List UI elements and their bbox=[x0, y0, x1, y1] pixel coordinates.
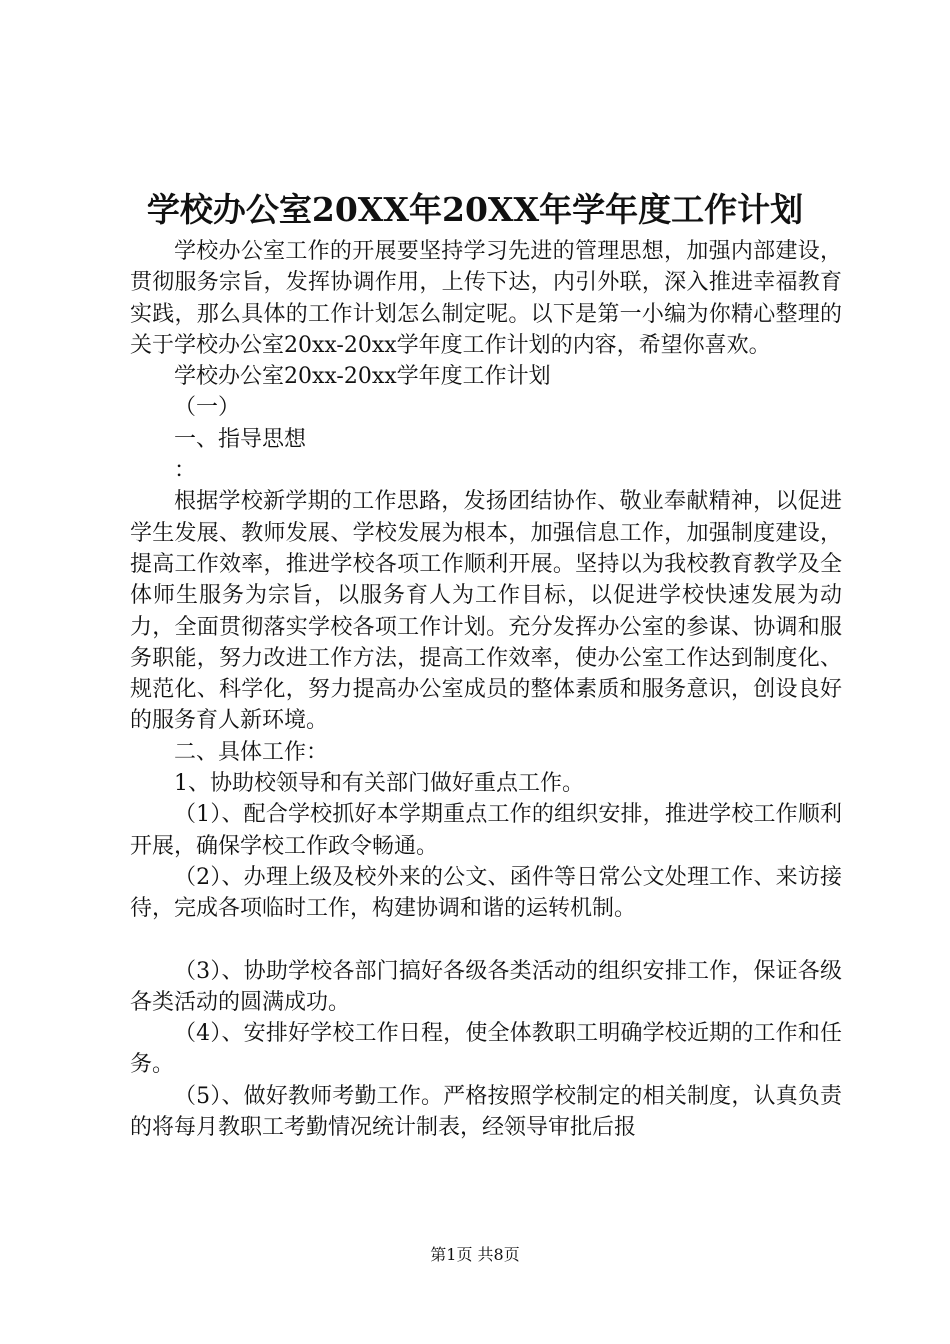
document-title: 学校办公室20XX年20XX年学年度工作计划 bbox=[146, 190, 804, 229]
work-item-1: 1、协助校领导和有关部门做好重点工作。 bbox=[174, 771, 584, 797]
section-heading-specific-work: 二、具体工作： bbox=[174, 739, 329, 765]
plan-heading: 学校办公室20xx-20xx学年度工作计划 bbox=[174, 364, 551, 390]
document-body bbox=[130, 236, 842, 1143]
section-heading-guiding-thought: 一、指导思想 bbox=[174, 426, 307, 452]
intro-paragraph: 学校办公室工作的开展要坚持学习先进的管理思想，加强内部建设，贯彻服务宗旨，发挥协调作用，上传下达，内引外联，深入推进幸福教育实践，那么具体的工作计划怎么制定呢。以下是第一小编为你精心整理的关于学校办公室20xx-20xx学年度工作计划的内容，希望你喜欢。 bbox=[130, 239, 842, 358]
work-subitem-3: （3）、协助学校各部门搞好各级各类活动的组织安排工作，保证各级各类活动的圆满成功。 bbox=[130, 958, 842, 1015]
work-subitem-4: （4）、安排好学校工作日程，使全体教职工明确学校近期的工作和任务。 bbox=[130, 1021, 842, 1078]
work-subitem-5: （5）、做好教师考勤工作。严格按照学校制定的相关制度，认真负责的将每月教职工考勤情况统计制表，经领导审批后报 bbox=[130, 1083, 842, 1141]
page-footer: 第1页 共8页 bbox=[430, 1245, 520, 1264]
guiding-thought-paragraph: 根据学校新学期的工作思路，发扬团结协作、敬业奉献精神，以促进学生发展、教师发展、学校发展为根本，加强信息工作，加强制度建设，提高工作效率，推进学校各项工作顺利开展。坚持以为我校教育教学及全体师生服务为宗旨，以服务育人为工作目标，以促进学校快速发展为动力，全面贯彻落实学校各项工作计划。充分发挥办公室的参谋、协调和服务职能，努力改进工作方法，提高工作效率，使办公室工作达到制度化、规范化、科学化，努力提高办公室成员的整体素质和服务意识，创设良好的服务育人新环境。 bbox=[130, 489, 842, 734]
work-subitem-2: （2）、办理上级及校外来的公文、函件等日常公文处理工作、来访接待，完成各项临时工作，构建协调和谐的运转机制。 bbox=[130, 864, 842, 922]
work-subitem-1: （1）、配合学校抓好本学期重点工作的组织安排，推进学校工作顺利开展，确保学校工作政令畅通。 bbox=[130, 802, 842, 859]
colon-line: ： bbox=[174, 458, 197, 484]
section-number: （一） bbox=[174, 395, 241, 421]
